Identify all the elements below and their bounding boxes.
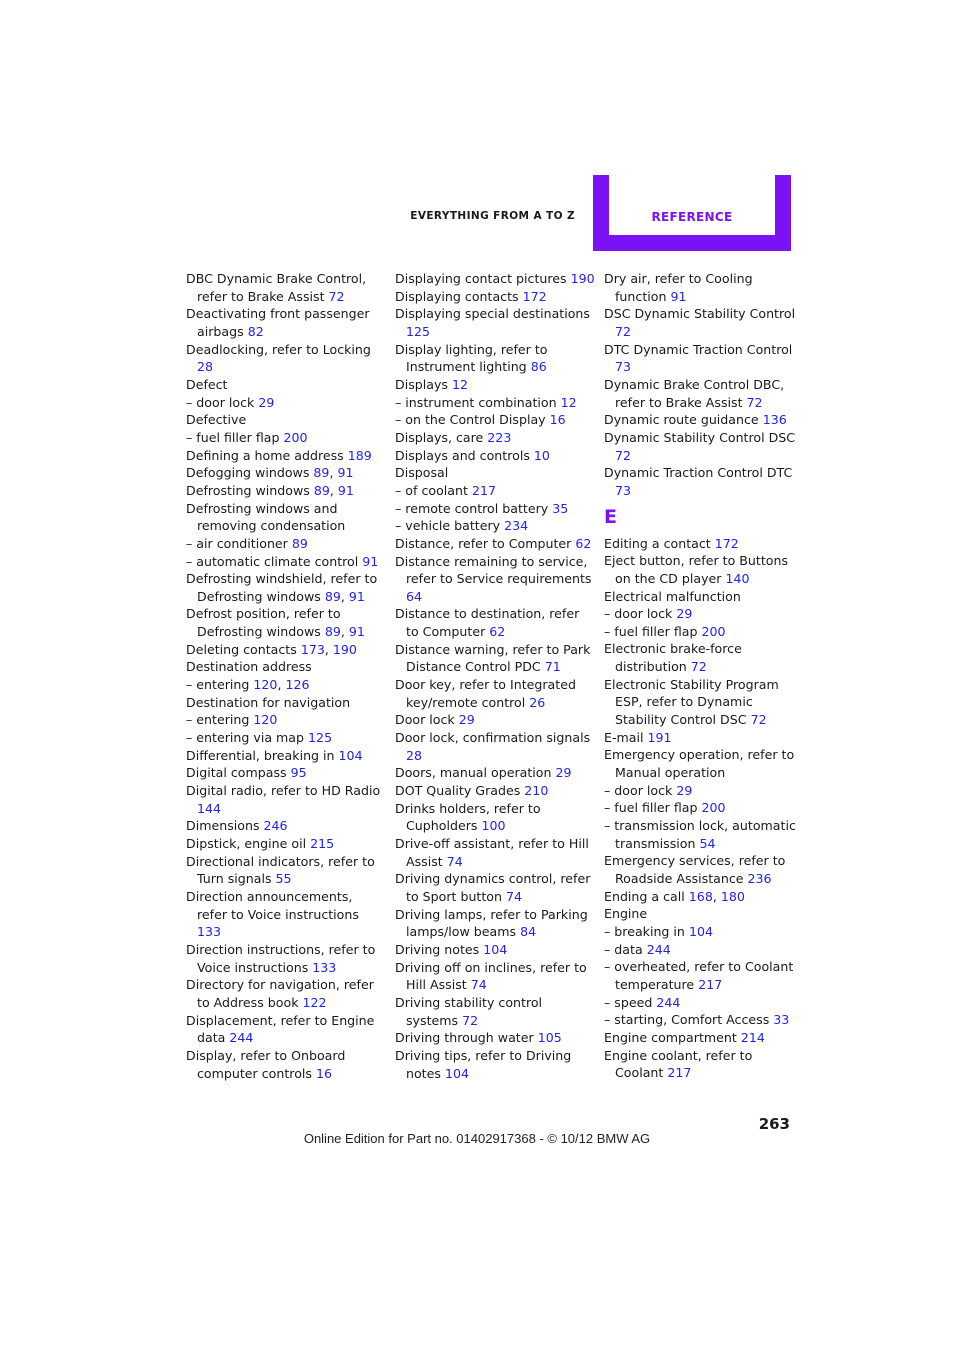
index-entry: [604, 535, 804, 553]
index-entry: [604, 799, 804, 817]
index-entry: [604, 852, 804, 887]
page-link[interactable]: 26: [529, 694, 546, 710]
page-link[interactable]: 104: [483, 941, 508, 957]
index-entry: [395, 288, 595, 306]
index-entry: [395, 870, 595, 905]
index-entry: [186, 376, 386, 394]
entry-term: Defrosting windshield, refer to Defrosting windows: [186, 571, 378, 604]
index-entry: [604, 923, 804, 941]
index-entry: [604, 411, 804, 429]
entry-term: – remote control battery: [395, 500, 549, 516]
entry-term: – fuel filler flap: [186, 429, 280, 445]
entry-term: Defrosting windows and removing condensation: [186, 500, 346, 534]
page-link[interactable]: 144: [197, 800, 222, 816]
entry-term: Digital compass: [186, 765, 287, 781]
entry-term: DTC Dynamic Traction Control: [604, 341, 793, 357]
entry-term: Doors, manual operation: [395, 765, 552, 781]
page-link[interactable]: 125: [406, 323, 431, 339]
page-link[interactable]: 89: [291, 535, 308, 551]
page-link[interactable]: 190: [570, 271, 595, 286]
page-link[interactable]: 100: [481, 818, 506, 834]
entry-term: Defining a home address: [186, 447, 344, 463]
entry-term: Defogging windows: [186, 465, 310, 481]
index-entry: [395, 376, 595, 394]
section-title: EVERYTHING FROM A TO Z: [410, 210, 575, 222]
entry-term: Driving dynamics control, refer to Sport button: [395, 871, 591, 904]
entry-term: Electronic Stability Program ESP, refer to Dynamic Stability Control DSC: [604, 676, 779, 728]
entry-term: E-mail: [604, 729, 644, 745]
entry-term: Display, refer to Onboard computer controls: [186, 1047, 346, 1081]
index-entry: [604, 1011, 804, 1029]
index-entry: [604, 746, 804, 781]
page-link[interactable]: 172: [522, 288, 547, 304]
entry-term: DSC Dynamic Stability Control: [604, 306, 796, 322]
page-link[interactable]: 105: [537, 1030, 562, 1046]
entry-term: Dynamic Traction Control DTC: [604, 465, 793, 481]
page-link[interactable]: 200: [283, 429, 308, 445]
page-link[interactable]: 29: [258, 394, 275, 410]
index-entry: [186, 747, 386, 765]
index-entry: [395, 305, 595, 340]
page-link[interactable]: 200: [701, 800, 726, 816]
page-link[interactable]: 33: [773, 1012, 790, 1028]
page-link[interactable]: 91: [670, 288, 687, 304]
entry-term: Deadlocking, refer to Locking: [186, 341, 371, 357]
index-entry: [395, 411, 595, 429]
entry-term: Driving notes: [395, 941, 480, 957]
index-entry: [604, 552, 804, 587]
index-entry: [604, 605, 804, 623]
index-entry: [395, 641, 595, 676]
index-entry: Defrosting windows 89, 91: [186, 482, 354, 498]
tab-label: REFERENCE: [651, 210, 733, 224]
entry-term: Driving stability control systems: [395, 994, 543, 1028]
page-link[interactable]: 180: [720, 888, 745, 904]
index-entry: [395, 711, 595, 729]
page-link[interactable]: 210: [524, 783, 549, 799]
entry-term: – breaking in: [604, 923, 685, 939]
page-link[interactable]: 84: [520, 924, 537, 940]
page-link[interactable]: 91: [348, 588, 365, 604]
page-link[interactable]: 125: [308, 730, 333, 746]
page-link[interactable]: 35: [552, 500, 569, 516]
entry-term: Distance warning, refer to Park Distance Control PDC: [395, 641, 591, 675]
page-link[interactable]: 246: [263, 818, 288, 834]
index-entry: [186, 535, 386, 553]
index-column-3: [604, 270, 804, 1082]
entry-term: – instrument combination: [395, 394, 557, 410]
page-link[interactable]: 73: [615, 482, 632, 498]
page-link[interactable]: 95: [290, 765, 307, 781]
index-entry: [395, 447, 595, 465]
entry-term: Display lighting, refer to Instrument lighting: [395, 341, 548, 375]
entry-term: Emergency operation, refer to Manual operation: [604, 747, 795, 781]
index-column-1: [186, 270, 386, 1082]
index-entry: Deleting contacts 173, 190: [186, 641, 357, 657]
reference-tab: [593, 175, 791, 251]
page-link[interactable]: 86: [530, 359, 547, 375]
entry-term: Editing a contact: [604, 535, 711, 551]
entry-term: Door lock, confirmation signals: [395, 730, 591, 746]
entry-term: – of coolant: [395, 482, 468, 498]
page-link[interactable]: 74: [470, 977, 487, 993]
page-link[interactable]: 126: [285, 677, 310, 693]
page-link[interactable]: 28: [197, 359, 214, 375]
entry-term: – door lock: [604, 782, 673, 798]
entry-term: Directory for navigation, refer to Address book: [186, 977, 374, 1010]
page-link[interactable]: 89: [324, 624, 341, 640]
index-entry: [604, 464, 804, 499]
entry-term: Dynamic Brake Control DBC, refer to Brake Assist: [604, 376, 785, 410]
entry-term: Dynamic route guidance: [604, 412, 759, 428]
index-entry: [186, 835, 386, 853]
tab-inner: [609, 175, 775, 235]
entry-term: Driving tips, refer to Driving notes: [395, 1047, 572, 1081]
page-link[interactable]: 82: [247, 323, 264, 339]
entry-term: – data: [604, 941, 643, 957]
entry-term: Displaying special destinations: [395, 306, 590, 322]
entry-term: Eject button, refer to Buttons on the CD player: [604, 553, 789, 586]
index-entry: – entering 120, 126: [186, 677, 310, 693]
page-link[interactable]: 215: [310, 836, 335, 851]
index-entry: Defogging windows 89, 91: [186, 465, 354, 481]
page-link[interactable]: 133: [197, 924, 222, 940]
entry-term: Destination for navigation: [186, 694, 351, 710]
page-link[interactable]: 72: [462, 1012, 479, 1028]
index-entry: [604, 676, 804, 729]
entry-term: Displacement, refer to Engine data: [186, 1012, 375, 1046]
page-link[interactable]: 136: [762, 412, 787, 428]
entry-term: – overheated, refer to Coolant temperature: [604, 959, 794, 992]
entry-term: Direction instructions, refer to Voice instructions: [186, 941, 376, 975]
entry-term: – automatic climate control: [186, 553, 359, 569]
entry-term: Dry air, refer to Cooling function: [604, 271, 753, 304]
index-entry: [186, 270, 386, 305]
index-entry: [395, 341, 595, 376]
page-link[interactable]: 104: [688, 923, 713, 939]
entry-term: – door lock: [186, 394, 255, 410]
entry-term: – air conditioner: [186, 535, 288, 551]
entry-term: Digital radio, refer to HD Radio: [186, 783, 381, 799]
page-link[interactable]: 120: [253, 712, 278, 728]
index-entry: Defrosting windshield, refer to Defrosting windows 89, 91: [186, 571, 378, 604]
page-link[interactable]: 72: [328, 288, 345, 304]
index-entry: [395, 464, 595, 482]
index-entry: Ending a call 168, 180: [604, 888, 745, 904]
index-entry: [604, 623, 804, 641]
page-link[interactable]: 244: [229, 1030, 254, 1046]
page-link[interactable]: 10: [533, 447, 550, 463]
index-entry: [186, 888, 386, 941]
page-link[interactable]: 133: [312, 959, 337, 975]
page-link[interactable]: 72: [690, 659, 707, 675]
index-entry: [186, 782, 386, 817]
page-link[interactable]: 244: [646, 941, 671, 957]
index-entry: [604, 729, 804, 747]
page-link[interactable]: 234: [504, 518, 529, 534]
index-entry: [186, 711, 386, 729]
entry-term: Driving through water: [395, 1030, 534, 1046]
index-entry: [395, 482, 595, 500]
entry-term: Displaying contact pictures: [395, 271, 567, 286]
index-entry: [395, 1029, 595, 1047]
page-link[interactable]: 72: [746, 394, 763, 410]
index-entry: [186, 411, 386, 429]
entry-term: Direction announcements, refer to Voice instructions: [186, 888, 359, 922]
page-link[interactable]: 217: [471, 482, 496, 498]
page-link[interactable]: 190: [332, 641, 357, 657]
index-entry: [186, 553, 386, 571]
entry-term: Drive-off assistant, refer to Hill Assist: [395, 836, 589, 869]
entry-term: – fuel filler flap: [604, 623, 698, 639]
entry-term: Door lock: [395, 712, 455, 728]
page-link[interactable]: 28: [406, 747, 423, 763]
page-link[interactable]: 62: [575, 535, 592, 551]
index-entry: [604, 1047, 804, 1082]
index-entry: [604, 376, 804, 411]
entry-term: DOT Quality Grades: [395, 783, 521, 799]
index-entry: [604, 341, 804, 376]
index-entry: [395, 835, 595, 870]
index-entry: [395, 553, 595, 606]
entry-term: – entering: [186, 712, 250, 728]
index-entry: [186, 500, 386, 535]
footer: Online Edition for Part no. 01402917368 - © 10/12 BMW AG: [303, 1131, 651, 1146]
index-entry: [604, 429, 804, 464]
entry-term: – transmission lock, automatic transmission: [604, 818, 796, 851]
page-link[interactable]: 120: [253, 677, 278, 693]
index-entry: [395, 941, 595, 959]
page-link[interactable]: 62: [489, 624, 506, 640]
entry-term: – speed: [604, 994, 653, 1010]
page-number: 263: [758, 1115, 790, 1133]
entry-term: Displaying contacts: [395, 288, 519, 304]
page-link[interactable]: 72: [750, 712, 767, 728]
index-entry: [604, 270, 804, 305]
entry-term: – on the Control Display: [395, 412, 546, 428]
page-link[interactable]: 236: [747, 871, 772, 886]
page-link[interactable]: 91: [337, 482, 354, 498]
page-link[interactable]: 172: [714, 535, 739, 551]
page-link[interactable]: 29: [676, 606, 693, 622]
index-entry: [186, 694, 386, 712]
entry-term: Ending a call: [604, 888, 685, 904]
index-entry: [395, 959, 595, 994]
entry-term: Defect: [186, 376, 228, 392]
entry-term: Disposal: [395, 465, 449, 481]
entry-term: Defrost position, refer to Defrosting windows: [186, 606, 341, 640]
page-link[interactable]: 29: [458, 712, 475, 728]
entry-term: Defective: [186, 412, 247, 428]
index-entry: [395, 429, 595, 447]
index-entry: [604, 817, 804, 852]
page-link[interactable]: 64: [406, 588, 423, 604]
entry-term: Displays, care: [395, 429, 484, 445]
page-link[interactable]: 73: [615, 359, 632, 375]
index-entry: [395, 676, 595, 711]
page-link[interactable]: 89: [324, 588, 341, 604]
entry-term: Deactivating front passenger airbags: [186, 306, 370, 339]
entry-term: Distance remaining to service, refer to Service requirements: [395, 553, 592, 587]
index-entry: [395, 729, 595, 764]
entry-term: DBC Dynamic Brake Control, refer to Brake Assist: [186, 271, 367, 304]
index-entry: [604, 1029, 804, 1047]
index-entry: [186, 658, 386, 676]
index-entry: [186, 429, 386, 447]
entry-term: – fuel filler flap: [604, 800, 698, 816]
index-entry: [604, 588, 804, 606]
index-entry: [186, 764, 386, 782]
index-entry: [186, 341, 386, 376]
entry-term: Dimensions: [186, 818, 260, 834]
page-link[interactable]: 200: [701, 623, 726, 639]
index-entry: [186, 1047, 386, 1082]
entry-term: Dipstick, engine oil: [186, 836, 307, 851]
index-entry: [395, 394, 595, 412]
entry-term: Destination address: [186, 659, 312, 675]
index-entry: Defrost position, refer to Defrosting windows 89, 91: [186, 606, 365, 640]
entry-term: Deleting contacts: [186, 641, 297, 657]
entry-term: Distance, refer to Computer: [395, 535, 572, 551]
entry-term: Displays and controls: [395, 447, 530, 463]
index-entry: [186, 394, 386, 412]
index-entry: [186, 729, 386, 747]
page-link[interactable]: 191: [647, 729, 672, 745]
index-entry: [186, 976, 386, 1011]
index-column-2: [395, 270, 595, 1082]
entry-term: Distance to destination, refer to Computer: [395, 606, 580, 640]
index-entry: [395, 517, 595, 535]
entry-term: Directional indicators, refer to Turn signals: [186, 853, 375, 887]
page-link[interactable]: 104: [338, 747, 363, 763]
index-entry: [395, 535, 595, 553]
index-letter-heading: E: [604, 505, 617, 528]
page-link[interactable]: 29: [676, 782, 693, 798]
page-link[interactable]: 89: [313, 482, 330, 498]
index-entry: [186, 853, 386, 888]
entry-term: Engine compartment: [604, 1029, 737, 1045]
entry-term: Electronic brake-force distribution: [604, 641, 742, 675]
page-link[interactable]: 16: [315, 1065, 333, 1081]
index-entry: [395, 906, 595, 941]
page-link[interactable]: 214: [740, 1029, 765, 1045]
entry-term: Emergency services, refer to Roadside Assistance: [604, 853, 786, 886]
index-entry: [604, 640, 804, 675]
index-entry: [395, 782, 595, 800]
index-entry: [186, 447, 386, 465]
page-link[interactable]: 140: [725, 570, 750, 586]
page-link[interactable]: 173: [300, 641, 325, 657]
page-link[interactable]: 72: [615, 447, 632, 463]
entry-term: Electrical malfunction: [604, 588, 741, 604]
page-link[interactable]: 168: [688, 888, 713, 904]
page-link[interactable]: 217: [698, 976, 723, 992]
index-entry: [395, 270, 595, 288]
entry-term: Dynamic Stability Control DSC: [604, 429, 796, 445]
entry-term: – entering via map: [186, 730, 305, 746]
index-entry: [395, 500, 595, 518]
index-entry: [186, 817, 386, 835]
page-link[interactable]: 91: [362, 553, 379, 569]
index-entry: [604, 941, 804, 959]
entry-term: Engine coolant, refer to Coolant: [604, 1047, 753, 1081]
index-entry: [186, 305, 386, 340]
entry-term: Driving off on inclines, refer to Hill Assist: [395, 959, 587, 993]
entry-term: Driving lamps, refer to Parking lamps/low beams: [395, 906, 588, 940]
entry-term: Engine: [604, 906, 648, 922]
entry-term: Drinks holders, refer to Cupholders: [395, 800, 541, 834]
index-entry: [604, 958, 804, 993]
index-entry: [395, 800, 595, 835]
page-link[interactable]: 217: [667, 1065, 692, 1081]
index-entry: [604, 782, 804, 800]
page-link[interactable]: 29: [555, 765, 572, 781]
index-entry: [395, 764, 595, 782]
page-link[interactable]: 104: [444, 1065, 469, 1081]
page-link[interactable]: 89: [313, 465, 330, 481]
page-link[interactable]: 189: [347, 447, 372, 463]
index-entry: [395, 1047, 595, 1082]
page-link[interactable]: 12: [560, 394, 577, 410]
page-link[interactable]: 244: [656, 994, 681, 1010]
entry-term: – starting, Comfort Access: [604, 1012, 770, 1028]
page-link[interactable]: 74: [446, 853, 463, 869]
index-entry: [395, 605, 595, 640]
page-link[interactable]: 91: [337, 465, 354, 481]
page-link[interactable]: 54: [699, 835, 716, 851]
page-link[interactable]: 12: [452, 376, 469, 392]
index-entry: [604, 994, 804, 1012]
index-entry: [604, 305, 804, 340]
entry-term: – vehicle battery: [395, 518, 501, 534]
index-entry: [604, 905, 804, 923]
index-entry: [395, 994, 595, 1029]
page-link[interactable]: 55: [275, 871, 292, 887]
page-link[interactable]: 91: [348, 624, 365, 640]
entry-term: Door key, refer to Integrated key/remote control: [395, 677, 576, 710]
page-link[interactable]: 122: [302, 994, 327, 1010]
entry-term: – entering: [186, 677, 250, 693]
index-entry: [186, 941, 386, 976]
page-link[interactable]: 72: [615, 323, 632, 339]
page-link[interactable]: 74: [506, 888, 523, 904]
index-entry: [186, 1012, 386, 1047]
page-link[interactable]: 71: [544, 659, 561, 675]
entry-term: Defrosting windows: [186, 482, 310, 498]
page-link[interactable]: 16: [549, 412, 566, 428]
entry-term: – door lock: [604, 606, 673, 622]
entry-term: Differential, breaking in: [186, 747, 335, 763]
page-link[interactable]: 223: [487, 429, 512, 445]
entry-term: Displays: [395, 376, 448, 392]
